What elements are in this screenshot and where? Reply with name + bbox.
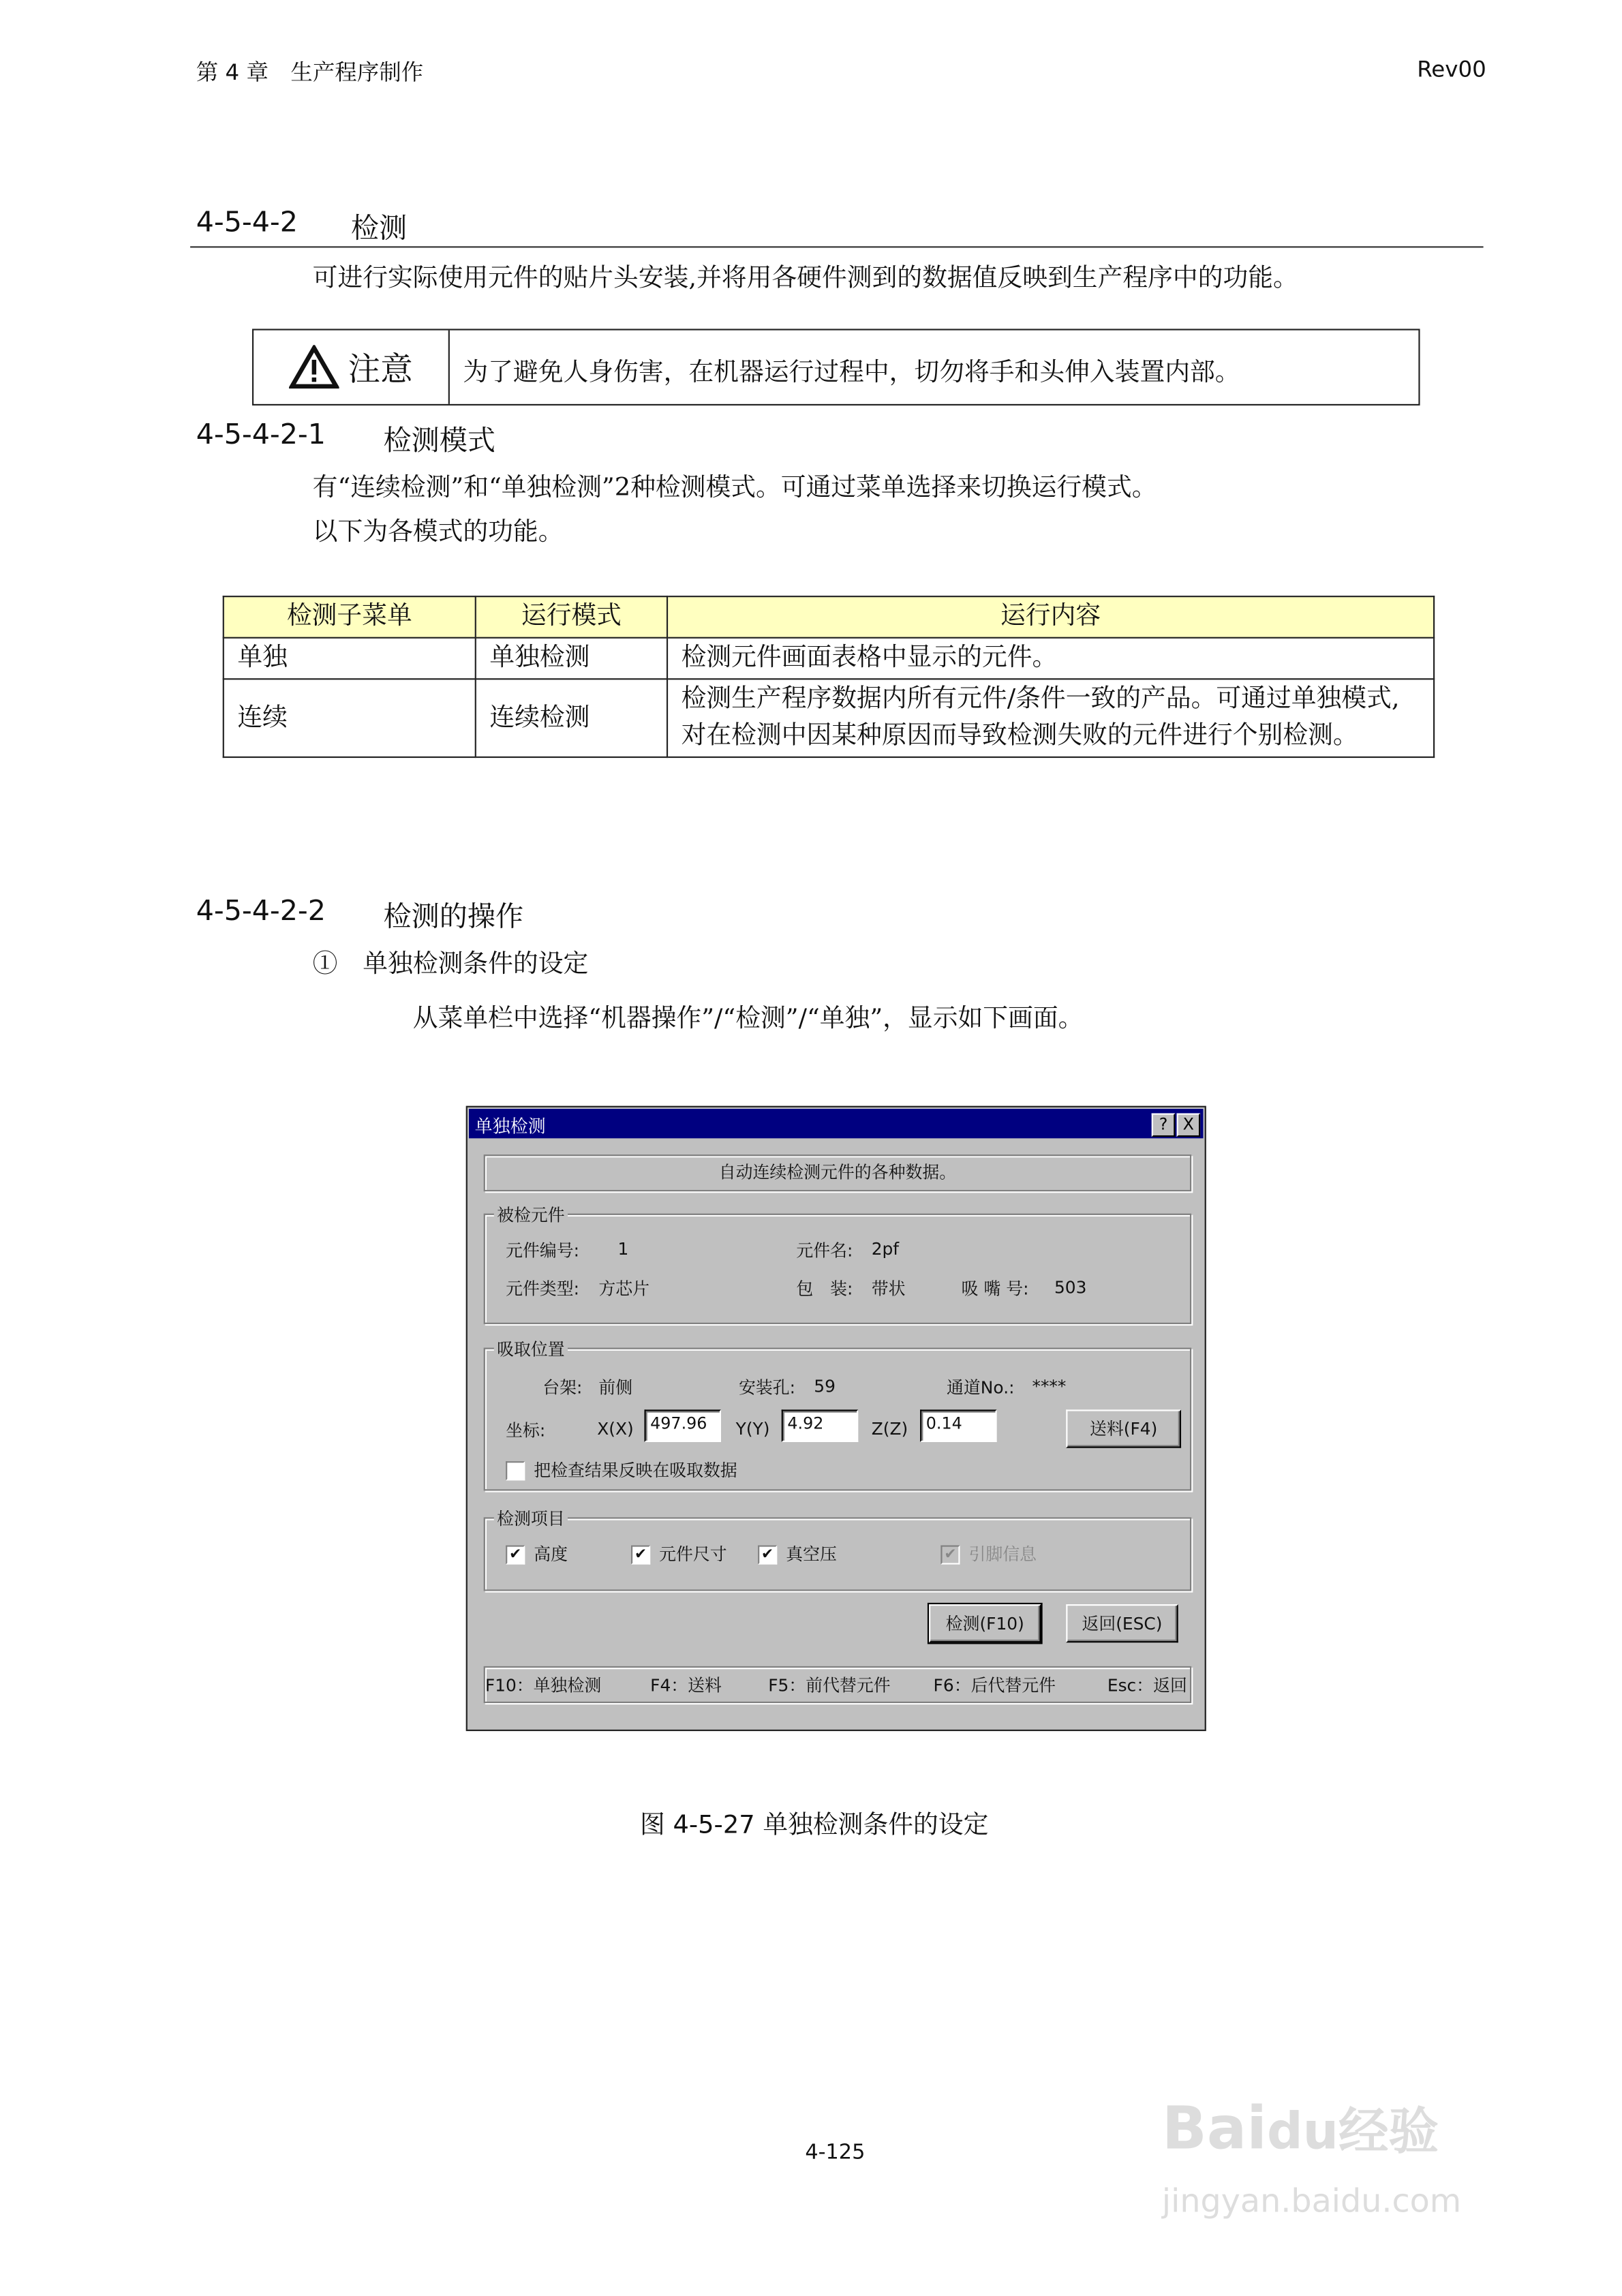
sub1-para2: 以下为各模式的功能。 [312, 517, 564, 547]
cell: 检测元件画面表格中显示的元件。 [667, 638, 1434, 679]
instruction: 从菜单栏中选择“机器操作”/“检测”/“单独”，显示如下画面。 [412, 1004, 1084, 1034]
label: 元件类型: [506, 1278, 580, 1300]
mode-table [223, 596, 1435, 758]
group-label: 被检元件 [494, 1203, 568, 1227]
cell: 连续 [224, 679, 476, 757]
check-icon: ✔ [758, 1545, 777, 1564]
part-group [484, 1204, 1192, 1324]
y-input[interactable]: 4.92 [782, 1409, 859, 1442]
section-desc: 可进行实际使用元件的贴片头安装,并将用各硬件测到的数据值反映到生产程序中的功能。 [312, 264, 1298, 294]
check-icon: ✔ [631, 1545, 650, 1564]
sub2-number: 4-5-4-2-2 [196, 895, 326, 928]
status-bar [484, 1666, 1192, 1703]
close-button[interactable]: X [1177, 1114, 1201, 1137]
cell: 单独 [224, 638, 476, 679]
table-row [224, 679, 1434, 757]
col-header: 运行内容 [667, 596, 1434, 638]
section-rule [190, 246, 1483, 247]
page-number: 4-125 [805, 2141, 866, 2165]
status-item: Esc：返回 [1107, 1674, 1187, 1696]
rack: 前侧 [598, 1377, 633, 1398]
chapter-header: 第 4 章 生产程序制作 [196, 59, 424, 86]
col-header: 检测子菜单 [224, 596, 476, 638]
title-bar [469, 1109, 1203, 1138]
dialog-title: 单独检测 [474, 1116, 546, 1137]
baidu-watermark: Baidu经验 jingyan.baidu.com [1161, 2095, 1462, 2221]
single-detect-dialog [466, 1106, 1206, 1731]
status-item: F4：送料 [650, 1674, 722, 1696]
cell: 连续检测 [476, 679, 667, 757]
label: X(X) [597, 1418, 634, 1439]
group-label: 吸取位置 [494, 1337, 568, 1361]
help-button[interactable]: ? [1152, 1114, 1176, 1137]
label: 吸 嘴 号: [961, 1278, 1029, 1300]
label: 坐标: [506, 1420, 546, 1441]
pick-group [484, 1338, 1192, 1491]
step-heading: ① 单独检测条件的设定 [312, 949, 589, 979]
items-group [484, 1508, 1192, 1591]
checkbox-label: 把检查结果反映在吸取数据 [534, 1459, 737, 1481]
lead-checkbox [940, 1542, 1037, 1566]
sub2-title: 检测的操作 [383, 900, 524, 934]
part-type: 方芯片 [598, 1278, 650, 1300]
sub1-para1: 有“连续检测”和“单独检测”2种检测模式。可通过菜单选择来切换运行模式。 [312, 473, 1157, 503]
section-title: 检测 [350, 212, 408, 245]
height-checkbox[interactable] [506, 1542, 568, 1566]
section-number: 4-5-4-2 [196, 206, 298, 239]
sub1-number: 4-5-4-2-1 [196, 418, 326, 452]
checkbox-icon [506, 1461, 525, 1480]
label: 安装孔: [738, 1377, 795, 1398]
channel: **** [1032, 1375, 1067, 1396]
part-number: 1 [617, 1238, 629, 1259]
warning-triangle-icon [289, 345, 339, 389]
reflect-checkbox[interactable] [506, 1458, 737, 1482]
label: 元件名: [796, 1240, 853, 1261]
check-icon: ✔ [506, 1545, 525, 1564]
label: 通道No.: [947, 1377, 1015, 1398]
revision: Rev00 [1417, 56, 1486, 83]
cell: 检测生产程序数据内所有元件/条件一致的产品。可通过单独模式,对在检测中因某种原因而导致检测失败的元件进行个别检测。 [667, 679, 1434, 757]
z-input[interactable]: 0.14 [920, 1409, 997, 1442]
label: 元件编号: [506, 1240, 580, 1261]
status-item: F6：后代替元件 [933, 1674, 1056, 1696]
label: Z(Z) [871, 1418, 908, 1439]
size-checkbox[interactable] [631, 1542, 727, 1566]
checkbox-label: 高度 [534, 1544, 568, 1565]
part-name: 2pf [871, 1238, 900, 1259]
warning-box [252, 328, 1420, 405]
warning-text: 为了避免人身伤害，在机器运行过程中，切勿将手和头伸入装置内部。 [463, 358, 1240, 388]
vacuum-checkbox[interactable] [758, 1542, 837, 1566]
checkbox-label: 元件尺寸 [659, 1544, 727, 1565]
check-icon: ✔ [940, 1545, 960, 1564]
status-item: F5：前代替元件 [768, 1674, 891, 1696]
feed-button[interactable]: 送料(F4) [1066, 1409, 1181, 1448]
label: 包 装: [796, 1278, 853, 1300]
cell: 单独检测 [476, 638, 667, 679]
back-button[interactable]: 返回(ESC) [1066, 1604, 1178, 1642]
sub1-title: 检测模式 [383, 425, 496, 457]
package: 带状 [871, 1278, 906, 1300]
label: Y(Y) [735, 1418, 770, 1439]
table-row [224, 638, 1434, 679]
label: 台架: [542, 1377, 583, 1398]
group-label: 检测项目 [494, 1507, 568, 1531]
figure-caption: 图 4-5-27 单独检测条件的设定 [640, 1810, 989, 1841]
checkbox-label: 真空压 [786, 1544, 837, 1565]
hole: 59 [814, 1375, 836, 1396]
x-input[interactable]: 497.96 [644, 1409, 721, 1442]
col-header: 运行模式 [476, 596, 667, 638]
warning-label: 注意 [348, 352, 413, 389]
status-item: F10：单独检测 [485, 1674, 602, 1696]
checkbox-label: 引脚信息 [968, 1544, 1037, 1565]
detect-button[interactable]: 检测(F10) [929, 1604, 1041, 1642]
banner: 自动连续检测元件的各种数据。 [484, 1154, 1192, 1191]
nozzle-number: 503 [1054, 1276, 1087, 1298]
